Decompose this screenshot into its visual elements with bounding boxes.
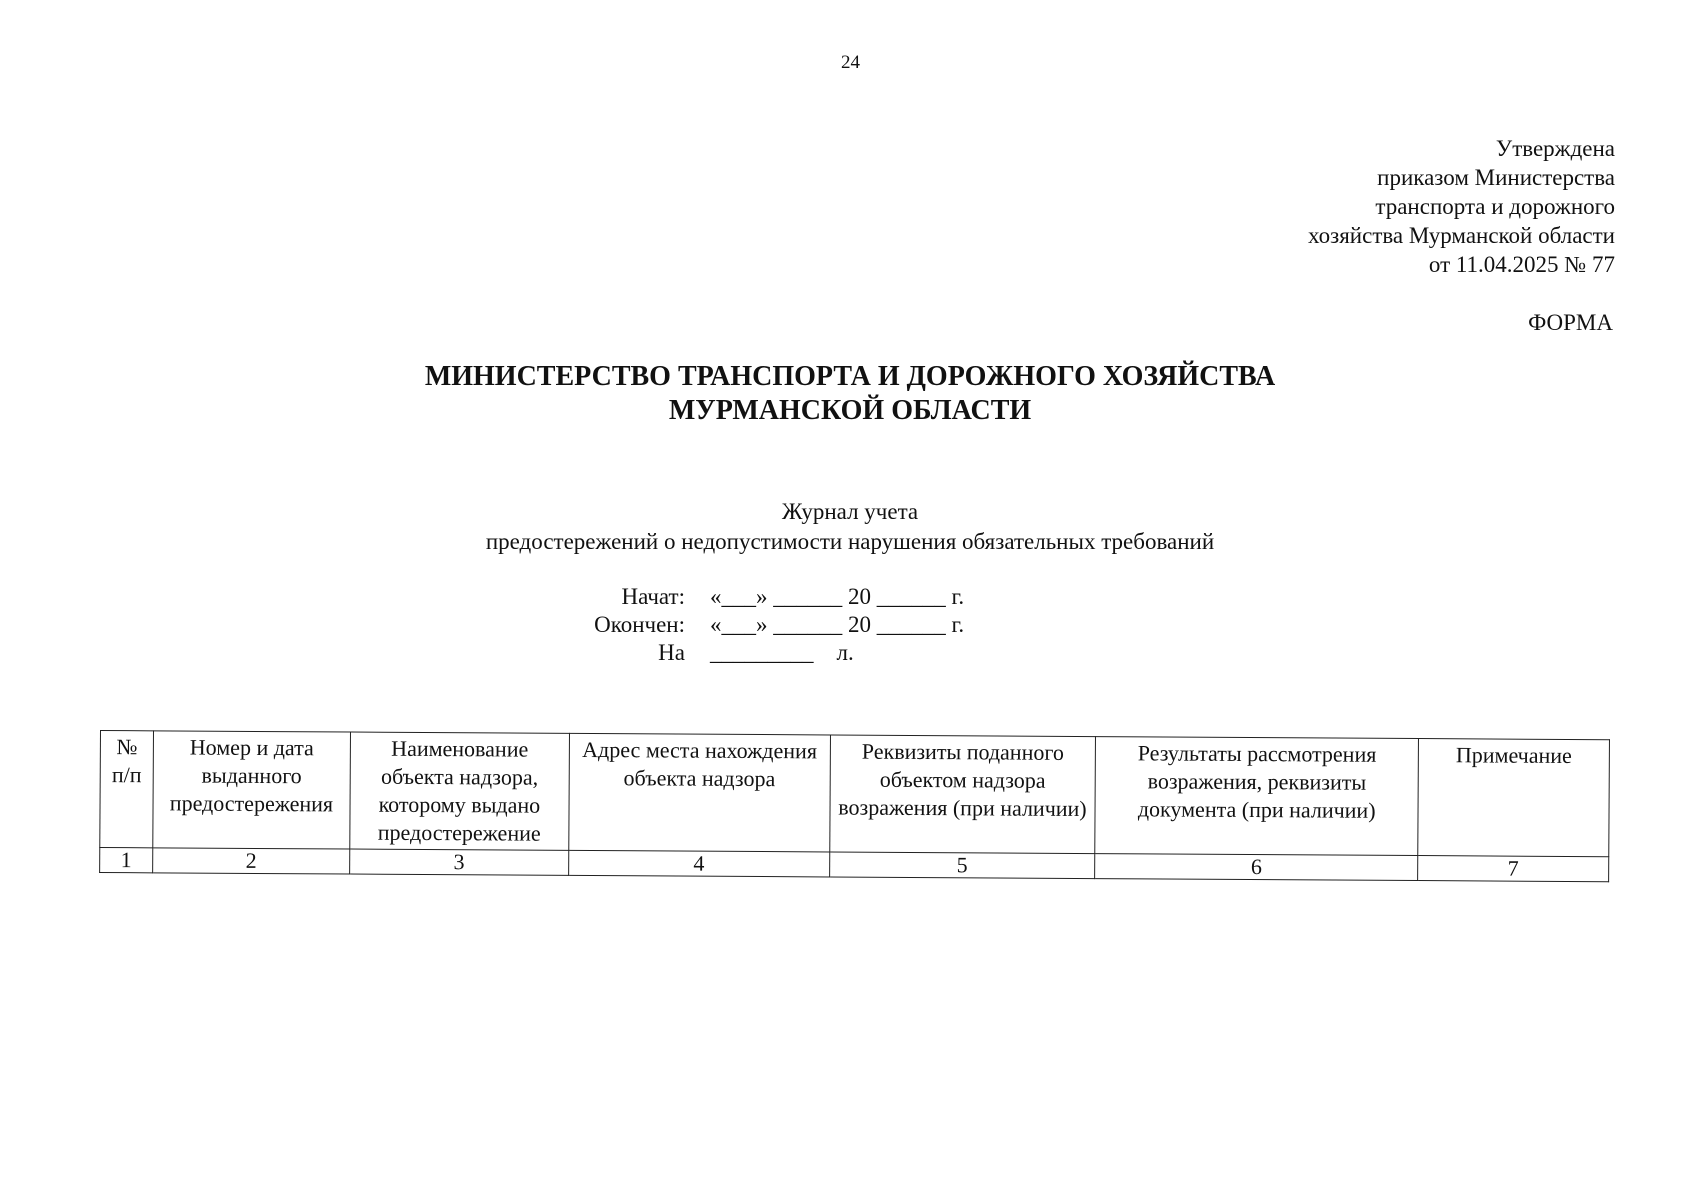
pages-label: На	[658, 640, 685, 665]
warnings-log-table	[99, 730, 1610, 882]
column-header-object-name: Наименование объекта надзора, которому выдано предостережение	[350, 732, 570, 850]
column-number-cell: 6	[1095, 854, 1418, 881]
column-header-objection: Реквизиты поданного объектом надзора возражения (при наличии)	[829, 735, 1095, 854]
approval-line: транспорта и дорожного	[1375, 194, 1615, 219]
journal-subtitle: предостережений о недопустимости нарушения обязательных требований	[485, 529, 1215, 554]
approval-line: от 11.04.2025 № 77	[1428, 252, 1615, 277]
form-label: ФОРМА	[1528, 310, 1613, 335]
column-header-address: Адрес места нахождения объекта надзора	[569, 733, 830, 852]
column-number-cell: 5	[829, 852, 1095, 879]
journal-dates	[570, 583, 964, 667]
pages-value: _________ л.	[710, 640, 854, 665]
ended-value: «___» ______ 20 ______ г.	[710, 612, 965, 637]
table-header-row	[100, 731, 1610, 857]
started-row	[570, 583, 964, 611]
approval-line: хозяйства Мурманской области	[1308, 223, 1615, 248]
approval-line: Утверждена	[1495, 136, 1615, 161]
ended-row	[570, 611, 964, 639]
ended-label: Окончен:	[594, 612, 685, 637]
column-number-cell: 2	[153, 848, 350, 874]
pages-row	[570, 639, 964, 667]
started-label: Начат:	[621, 584, 685, 609]
ministry-title-line: МУРМАНСКОЙ ОБЛАСТИ	[668, 395, 1032, 426]
ministry-title	[200, 360, 1500, 428]
column-header-note: Примечание	[1418, 739, 1610, 857]
column-number-cell: 1	[100, 848, 153, 873]
journal-heading	[200, 497, 1500, 557]
column-header-results: Результаты рассмотрения возражения, реквизиты документа (при наличии)	[1095, 737, 1418, 856]
column-header-number: № п/п	[100, 731, 154, 848]
column-number-cell: 7	[1418, 856, 1609, 882]
journal-title: Журнал учета	[781, 499, 919, 524]
column-number-cell: 3	[350, 849, 569, 875]
approval-line: приказом Министерства	[1377, 165, 1615, 190]
started-value: «___» ______ 20 ______ г.	[710, 584, 965, 609]
column-number-cell: 4	[568, 850, 829, 877]
column-header-warning: Номер и дата выданного предостережения	[153, 731, 351, 849]
page-number: 24	[841, 52, 860, 73]
approval-block	[1308, 134, 1615, 279]
ministry-title-line: МИНИСТЕРСТВО ТРАНСПОРТА И ДОРОЖНОГО ХОЗЯЙСТВА	[424, 361, 1276, 392]
